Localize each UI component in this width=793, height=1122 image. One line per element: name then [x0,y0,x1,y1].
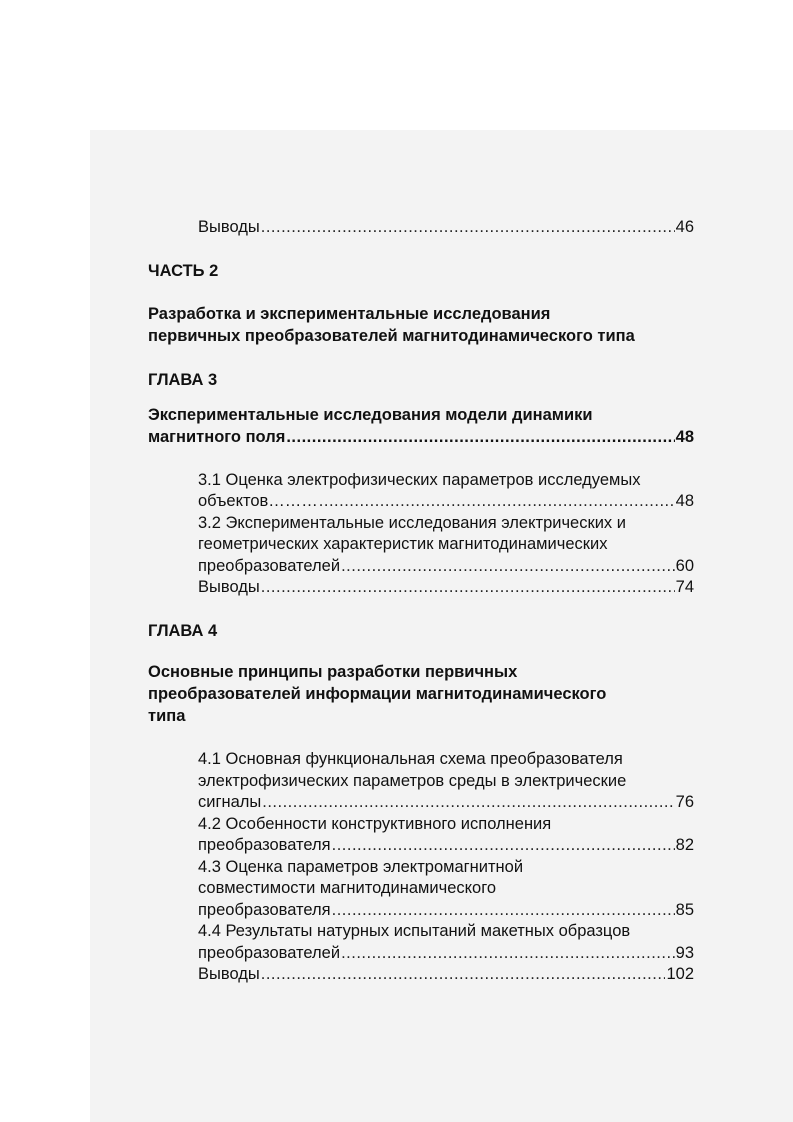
part-heading: ЧАСТЬ 2 [148,262,219,280]
toc-page-number: 48 [675,492,694,510]
section-title-line: 4.4 Результаты натурных испытаний макетных образцов [198,922,631,940]
toc-page-number: 74 [675,578,694,596]
toc-page-number: 76 [675,793,694,811]
toc-page-number: 93 [675,944,694,962]
leader-dots [332,834,675,856]
toc-label: магнитного поля [148,428,286,446]
section-title-line: 4.2 Особенности конструктивного исполнения [198,815,552,833]
leader-dots [332,899,675,921]
toc-page-number: 85 [675,901,694,919]
part-title-line: первичных преобразователей магнитодинамического типа [148,327,635,345]
section-title-line: 3.1 Оценка электрофизических параметров исследуемых [198,471,641,489]
toc-page-number: 48 [675,428,694,446]
toc-entry-chapter3[interactable] [148,426,694,448]
toc-page-number: 102 [666,965,694,983]
toc-label: преобразователей [198,557,341,575]
section-title-line: геометрических характеристик магнитодинамических [198,535,608,553]
toc-entry-part1-conclusions[interactable] [198,216,694,238]
chapter-title-line: Основные принципы разработки первичных [148,663,518,681]
toc-label: преобразователей [198,944,341,962]
leader-dots [261,963,666,985]
leader-dots [261,576,675,598]
chapter-heading: ГЛАВА 4 [148,622,218,640]
section-title-line: 4.3 Оценка параметров электромагнитной [198,858,524,876]
section-title-line: совместимости магнитодинамического [198,879,497,897]
chapter-title-line: Экспериментальные исследования модели динамики [148,406,593,424]
toc-page-number: 46 [675,218,694,236]
toc-entry-4-2[interactable] [198,834,694,856]
toc-label: преобразователя [198,836,331,854]
toc-label: Выводы [198,578,260,596]
toc-entry-4-3[interactable] [198,899,694,921]
toc-entry-chapter3-conclusions[interactable] [198,576,694,598]
part-title-line: Разработка и экспериментальные исследования [148,305,551,323]
chapter-title-line: типа [148,707,186,725]
toc-label: преобразователя [198,901,331,919]
toc-label: сигналы [198,793,262,811]
toc-entry-3-2[interactable] [198,555,694,577]
section-title-line: 3.2 Экспериментальные исследования электрических и [198,514,626,532]
toc-entry-3-1[interactable] [198,490,694,512]
section-title-line: 4.1 Основная функциональная схема преобразователя [198,750,623,768]
toc-label: Выводы [198,218,260,236]
toc-page-number: 60 [675,557,694,575]
leader-dots [341,942,675,964]
chapter-title-line: преобразователей информации магнитодинамического [148,685,607,703]
toc-label: Выводы [198,965,260,983]
leader-dots [262,791,674,813]
toc-entry-chapter4-conclusions[interactable] [198,963,694,985]
toc-entry-4-4[interactable] [198,942,694,964]
section-title-line: электрофизических параметров среды в электрические [198,772,627,790]
leader-dots [341,555,675,577]
toc-label: объектов……… [198,492,318,510]
toc-entry-4-1[interactable] [198,791,694,813]
leader-dots [261,216,675,238]
chapter-heading: ГЛАВА 3 [148,371,218,389]
leader-dots [286,426,674,448]
leader-dots [319,490,675,512]
toc-page-number: 82 [675,836,694,854]
